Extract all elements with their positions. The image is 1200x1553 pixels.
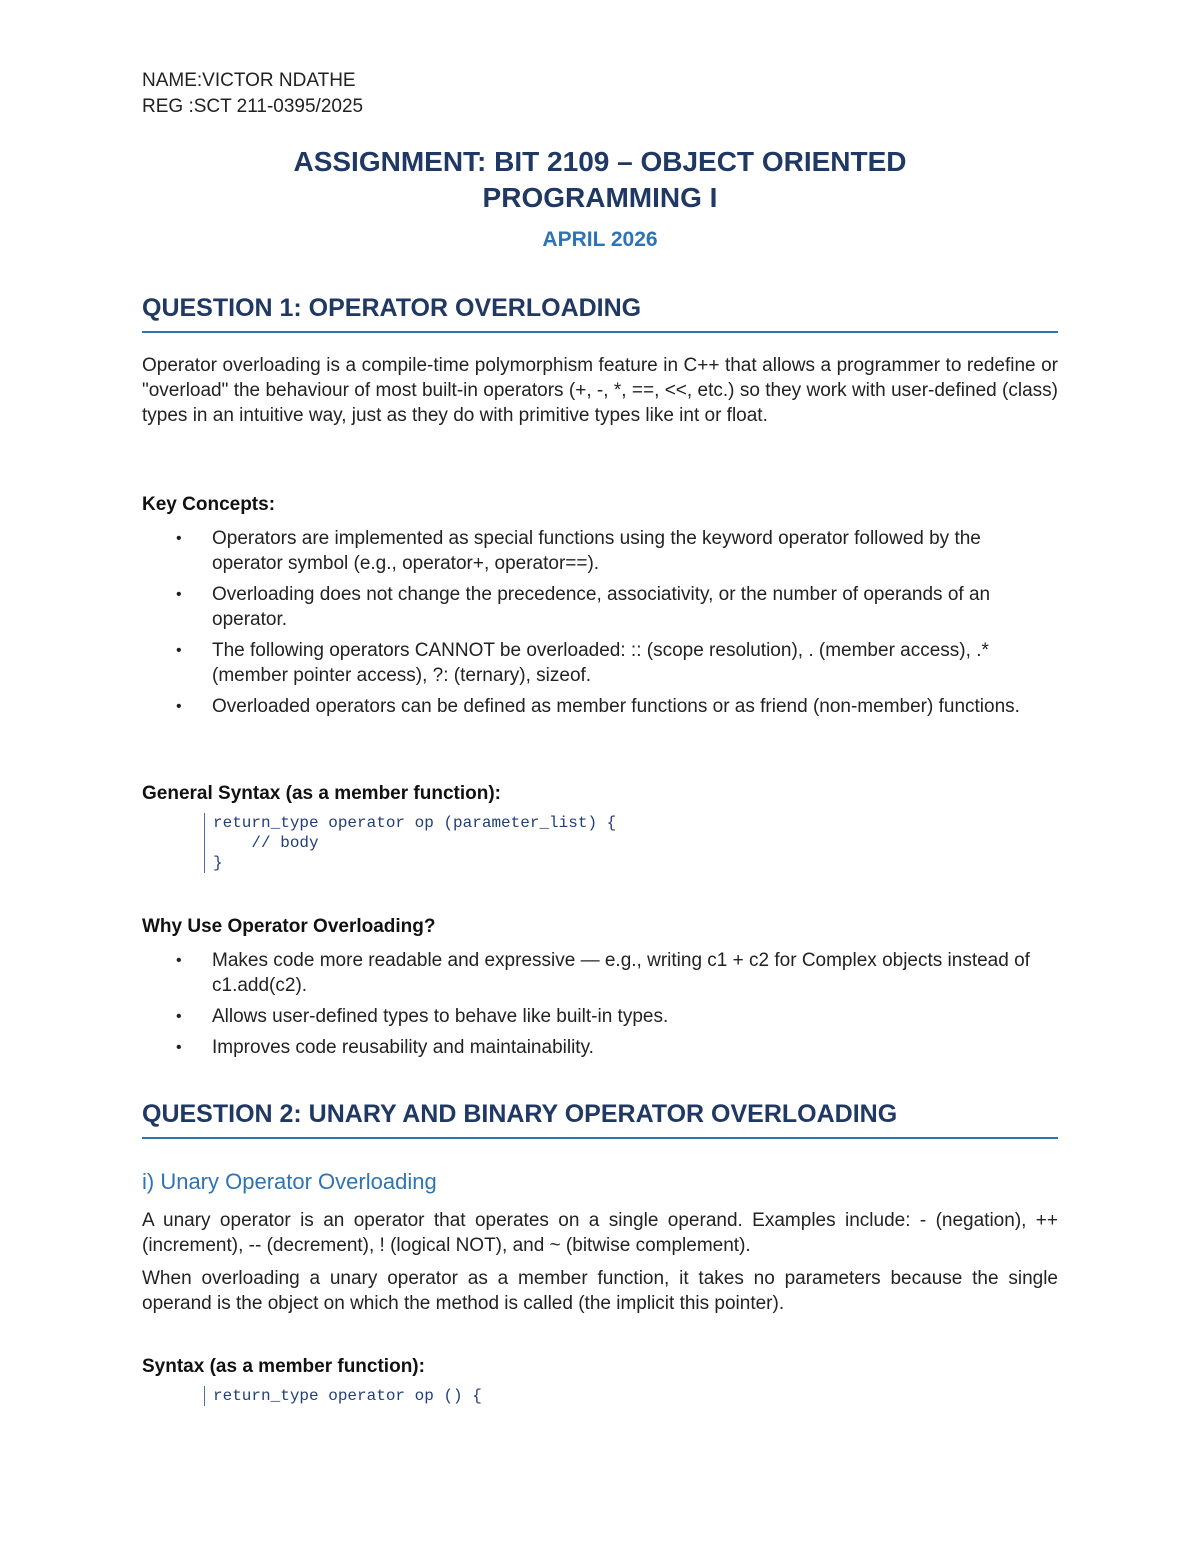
title-line-1: ASSIGNMENT: BIT 2109 – OBJECT ORIENTED [293,146,907,177]
general-syntax-code: return_type operator op (parameter_list) { // body } [204,813,616,873]
bullet-icon: • [176,1008,182,1025]
unary-subheading: i) Unary Operator Overloading [142,1169,437,1194]
question-2-heading: QUESTION 2: UNARY AND BINARY OPERATOR OVERLOADING [142,1100,1058,1139]
question-1-intro: Operator overloading is a compile-time polymorphism feature in C++ that allows a programmer to redefine or "overload" the behaviour of most built-in operators (+, -, *, ==, <<, etc.) so they work with user-defined (class) types in an intuitive way, just as they do with primitive types like int or float. [142,355,1058,426]
bullet-icon: • [176,530,182,547]
why-use-label: Why Use Operator Overloading? [142,916,436,937]
unary-syntax-code: return_type operator op () { [204,1386,482,1406]
list-item: • Operators are implemented as special functions using the keyword operator followed by the operator symbol (e.g., operator+, operator==). [176,528,981,574]
bullet-icon: • [176,698,182,715]
bullet-icon: • [176,952,182,969]
list-item: • Overloading does not change the precedence, associativity, or the number of operands of an operator. [176,584,991,630]
bullet-icon: • [176,1039,182,1056]
why-use-list [142,948,1058,1066]
unary-paragraph-1: A unary operator is an operator that operates on a single operand. Examples include: - (negation), ++ (increment), -- (decrement), ! (logical NOT), and ~ (bitwise complement). [142,1210,1058,1256]
assignment-date: APRIL 2026 [542,228,658,251]
list-item: • The following operators CANNOT be overloaded: :: (scope resolution), . (member access), .* (member pointer access), ?: (ternary), sizeof. [176,640,989,686]
title-line-2: PROGRAMMING I [482,182,718,213]
list-item: • Makes code more readable and expressive — e.g., writing c1 + c2 for Complex objects instead of c1.add(c2). [176,950,1030,996]
bullet-icon: • [176,586,182,603]
unary-paragraph-2: When overloading a unary operator as a member function, it takes no parameters because the single operand is the object on which the method is called (the implicit this pointer). [142,1268,1058,1314]
list-item: • Overloaded operators can be defined as member functions or as friend (non-member) functions. [176,696,1020,717]
bullet-icon: • [176,642,182,659]
list-item: • Allows user-defined types to behave like built-in types. [176,1006,669,1027]
unary-syntax-label: Syntax (as a member function): [142,1356,425,1377]
list-item: • Improves code reusability and maintainability. [176,1037,594,1058]
question-1-heading: QUESTION 1: OPERATOR OVERLOADING [142,294,1058,333]
assignment-title [142,144,1058,216]
key-concepts-label: Key Concepts: [142,494,276,515]
general-syntax-label: General Syntax (as a member function): [142,783,501,804]
student-name: NAME:VICTOR NDATHE [142,70,356,91]
registration-number: REG :SCT 211-0395/2025 [142,96,364,117]
key-concepts-list [142,526,1058,725]
